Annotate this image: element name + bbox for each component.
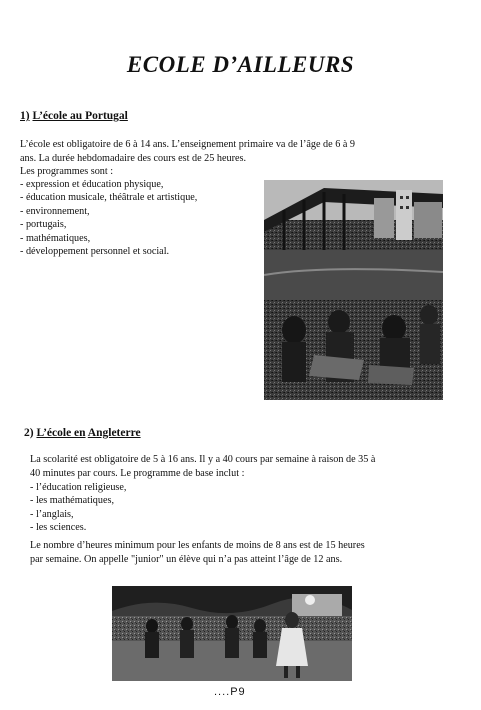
page-number: ....P9 [214,686,246,698]
list-item: - éducation musicale, théâtrale et artistique, [20,192,198,204]
section-1-title: L’école au Portugal [32,110,128,122]
section-2-title-prefix: L’école en [36,427,86,439]
section-2-title-country: Angleterre [87,427,141,439]
section-2-intro [30,453,460,480]
section-2-line: Le nombre d’heures minimum pour les enfants de moins de 8 ans est de 15 heures [30,540,365,551]
section-2-closing [30,539,460,566]
section-1-intro [20,138,460,179]
section-1-heading [20,110,128,122]
section-1-programme-list [20,178,197,258]
england-school-photo [112,586,352,681]
section-1-line: L’école est obligatoire de 6 à 14 ans. L’enseignement primaire va de l’âge de 6 à 9 [20,139,356,150]
list-item: - environnement, [20,205,90,217]
portugal-classroom-photo [264,180,443,400]
list-item: - l’éducation religieuse, [30,482,127,493]
section-2-heading [24,427,141,439]
section-1-number: 1) [20,110,30,122]
section-2-programme-list [30,481,126,535]
section-2-line: La scolarité est obligatoire de 5 à 16 ans. Il y a 40 cours par semaine à raison de 35 à [30,454,376,465]
list-item: - développement personnel et social. [20,246,170,258]
section-1-line: Les programmes sont : [20,166,114,178]
section-2-number: 2) [24,427,34,439]
list-item: - portugais, [20,219,67,231]
list-item: - les mathématiques, [30,495,115,507]
list-item: - l’anglais, [30,508,74,520]
section-2-line: 40 minutes par cours. Le programme de base inclut : [30,467,245,479]
page-title: ECOLE D’AILLEURS [126,52,355,77]
section-1-line: ans. La durée hebdomadaire des cours est de 25 heures. [20,152,247,164]
list-item: - mathématiques, [20,232,91,244]
list-item: - expression et éducation physique, [20,179,164,190]
list-item: - les sciences. [30,522,87,534]
section-2-line: par semaine. On appelle "junior" un élève qui n’a pas atteint l’âge de 12 ans. [30,553,343,565]
